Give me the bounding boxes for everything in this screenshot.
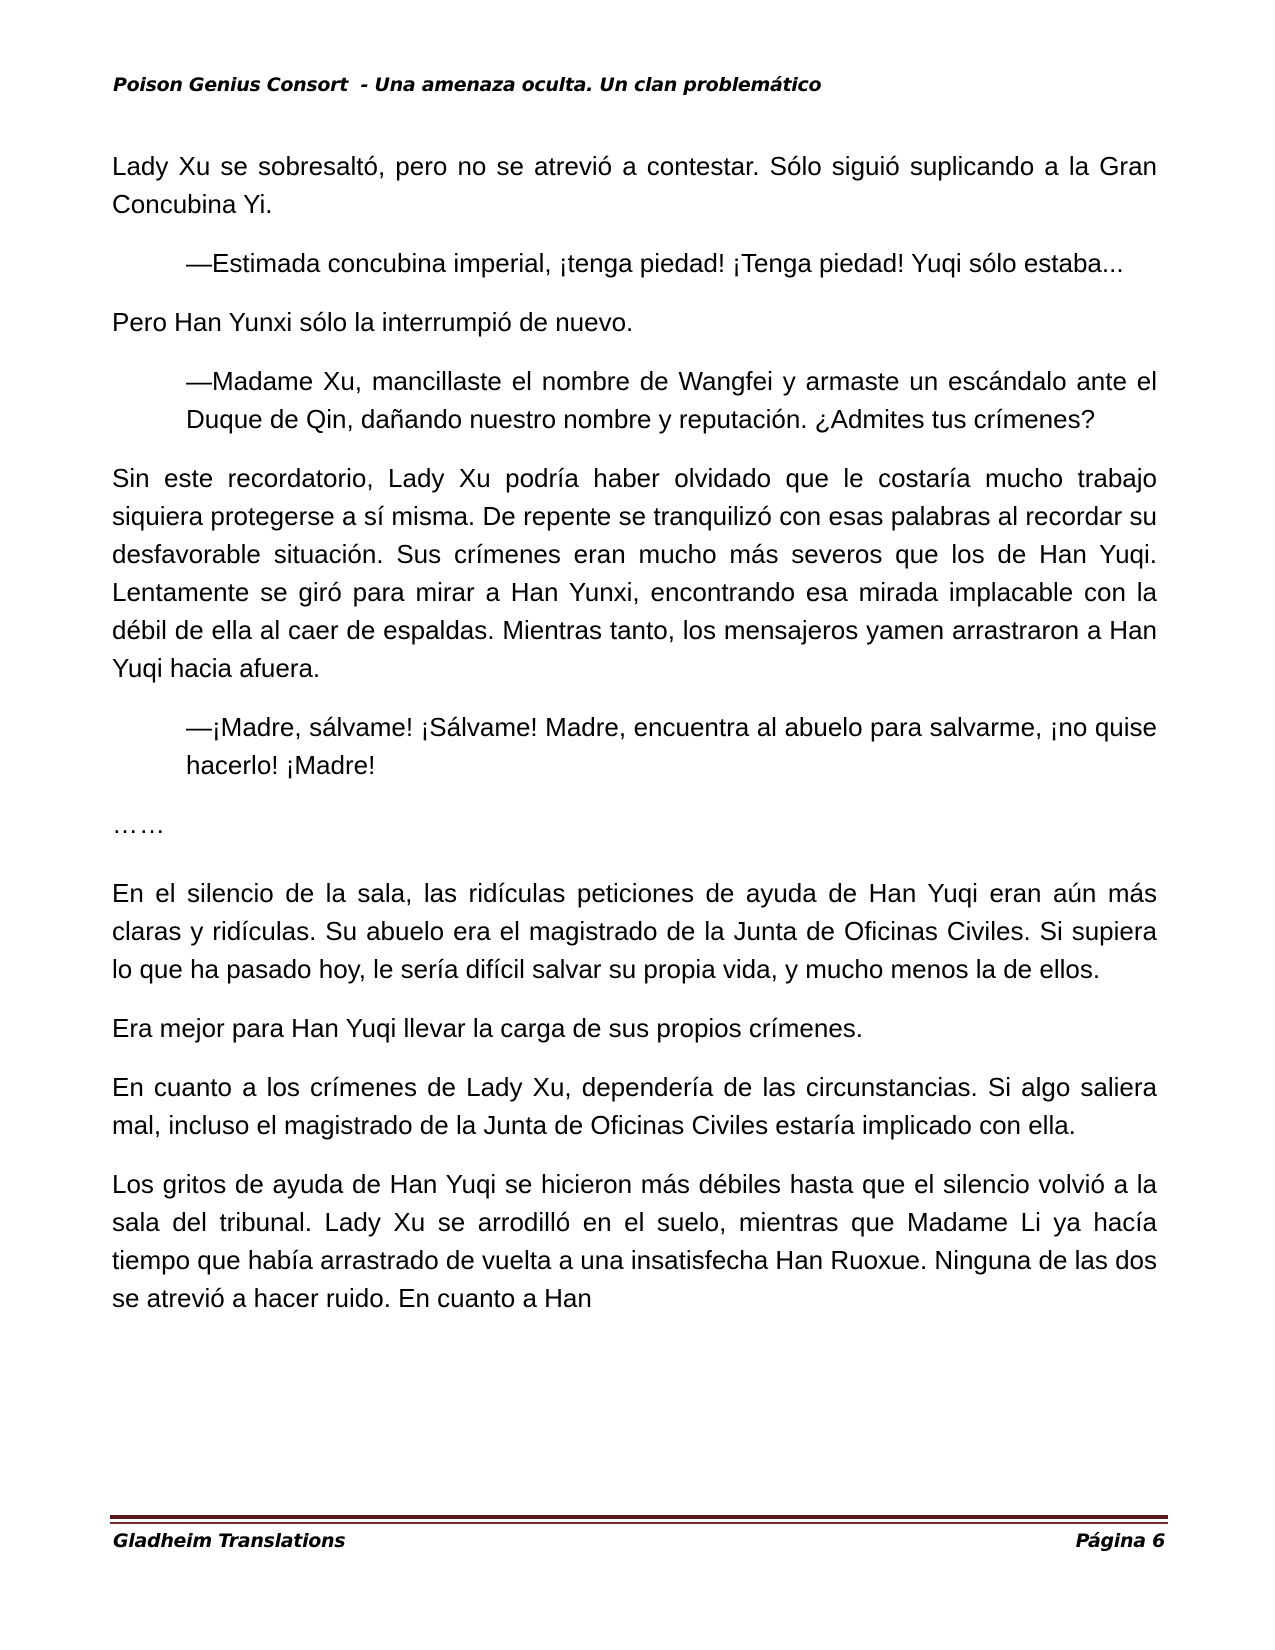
footer-divider-thin xyxy=(110,1522,1168,1524)
footer-divider-thick xyxy=(110,1515,1168,1519)
paragraph: En cuanto a los crímenes de Lady Xu, dependería de las circunstancias. Si algo saliera mal, incluso el magistrado de la Junta de Oficinas Civiles estaría implicado con ella. xyxy=(112,1072,1157,1140)
scene-break: …… xyxy=(112,809,166,839)
dialogue-paragraph: —¡Madre, sálvame! ¡Sálvame! Madre, encuentra al abuelo para salvarme, ¡no quise hacerlo! ¡Madre! xyxy=(186,712,1157,780)
dialogue-paragraph: —Estimada concubina imperial, ¡tenga piedad! ¡Tenga piedad! Yuqi sólo estaba... xyxy=(186,248,1124,278)
paragraph: Pero Han Yunxi sólo la interrumpió de nuevo. xyxy=(112,307,634,337)
paragraph: En el silencio de la sala, las ridículas peticiones de ayuda de Han Yuqi eran aún más claras y ridículas. Su abuelo era el magistrado de la Junta de Oficinas Civiles. Si supiera lo que ha pasado hoy, le sería difícil salvar su propia vida, y mucho menos la de ellos. xyxy=(112,878,1157,984)
paragraph: Lady Xu se sobresaltó, pero no se atrevió a contestar. Sólo siguió suplicando a la Gran Concubina Yi. xyxy=(112,151,1157,219)
paragraph: Los gritos de ayuda de Han Yuqi se hicieron más débiles hasta que el silencio volvió a la sala del tribunal. Lady Xu se arrodilló en el suelo, mientras que Madame Li ya hacía tiempo que había arrastrado de vuelta a una insatisfecha Han Ruoxue. Ninguna de las dos se atrevió a hacer ruido. En cuanto a Han xyxy=(112,1169,1158,1313)
dialogue-paragraph: —Madame Xu, mancillaste el nombre de Wangfei y armaste un escándalo ante el Duque de Qin, dañando nuestro nombre y reputación. ¿Admites tus crímenes? xyxy=(186,366,1157,434)
page-header-title: Poison Genius Consort - Una amenaza oculta. Un clan problemático xyxy=(113,74,822,96)
paragraph: Sin este recordatorio, Lady Xu podría haber olvidado que le costaría mucho trabajo siquiera protegerse a sí misma. De repente se tranquilizó con esas palabras al recordar su desfavorable situación. Sus crímenes eran mucho más severos que los de Han Yuqi. Lentamente se giró para mirar a Han Yunxi, encontrando esa mirada implacable con la débil de ella al caer de espaldas. Mientras tanto, los mensajeros yamen arrastraron a Han Yuqi hacia afuera. xyxy=(112,463,1157,683)
paragraph: Era mejor para Han Yuqi llevar la carga de sus propios crímenes. xyxy=(112,1013,864,1043)
footer-publisher: Gladheim Translations xyxy=(113,1530,346,1552)
page-body xyxy=(112,147,1157,1338)
page-number: Página 6 xyxy=(1075,1530,1165,1552)
